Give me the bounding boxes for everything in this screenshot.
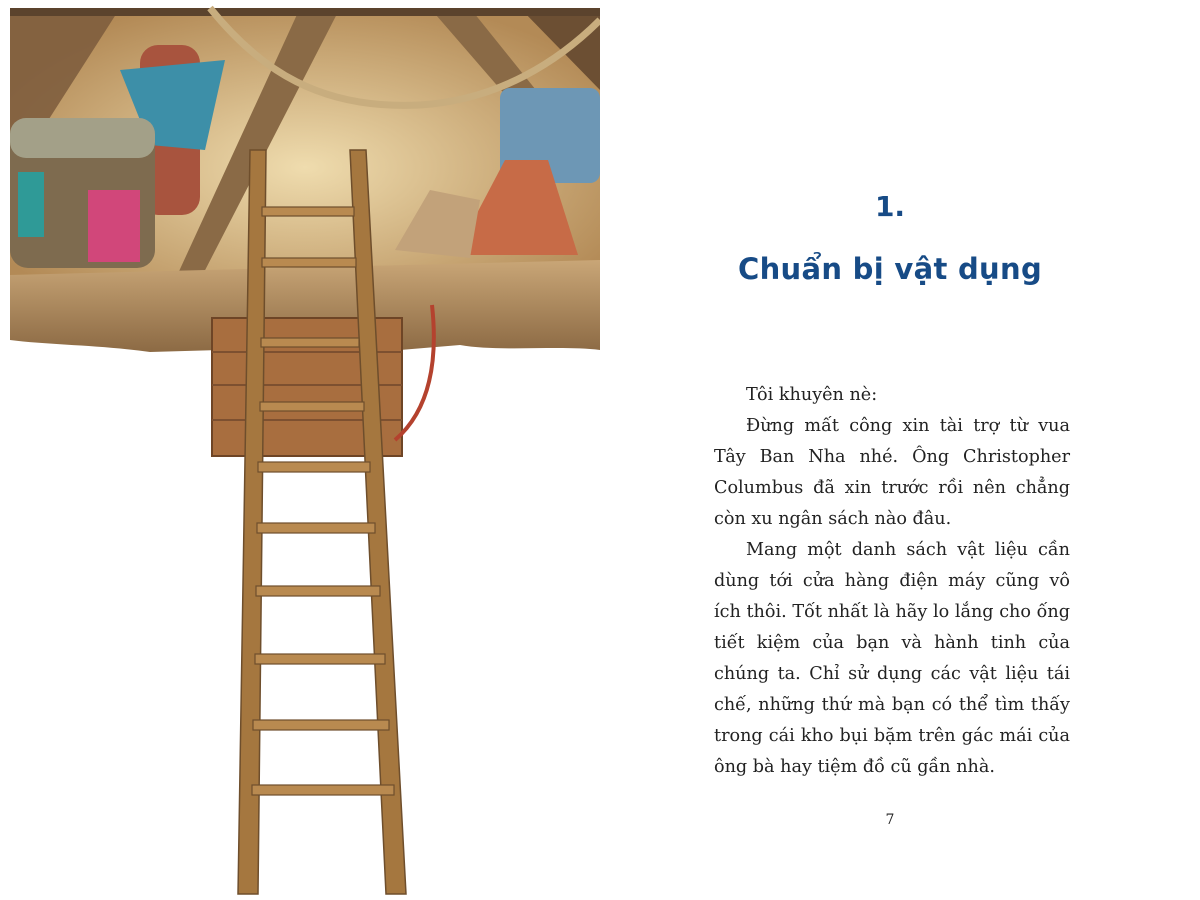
paragraph: Đừng mất công xin tài trợ từ vua Tây Ban Nha nhé. Ông Christopher Columbus đã xin trước rồi nên chẳng còn xu ngân sách nào đâu. xyxy=(714,416,1070,529)
pink-cloth xyxy=(88,190,140,262)
paragraph: Tôi khuyên nè: xyxy=(746,385,878,405)
body-text xyxy=(714,380,1070,783)
chapter-number: 1. xyxy=(874,190,906,223)
teal-cloth xyxy=(18,172,44,237)
page-number: 7 xyxy=(885,812,895,828)
chapter-title: Chuẩn bị vật dụng xyxy=(737,252,1043,286)
paragraph: Mang một danh sách vật liệu cần dùng tới cửa hàng điện máy cũng vô ích thôi. Tốt nhất là hãy lo lắng cho ống tiết kiệm của bạn và hành tinh của chúng ta. Chỉ sử dụng các vật liệu tái chế, những thứ mà bạn có thể tìm thấy trong cái kho bụi bặm trên gác mái của ông bà hay tiệm đồ cũ gần nhà. xyxy=(714,540,1070,777)
